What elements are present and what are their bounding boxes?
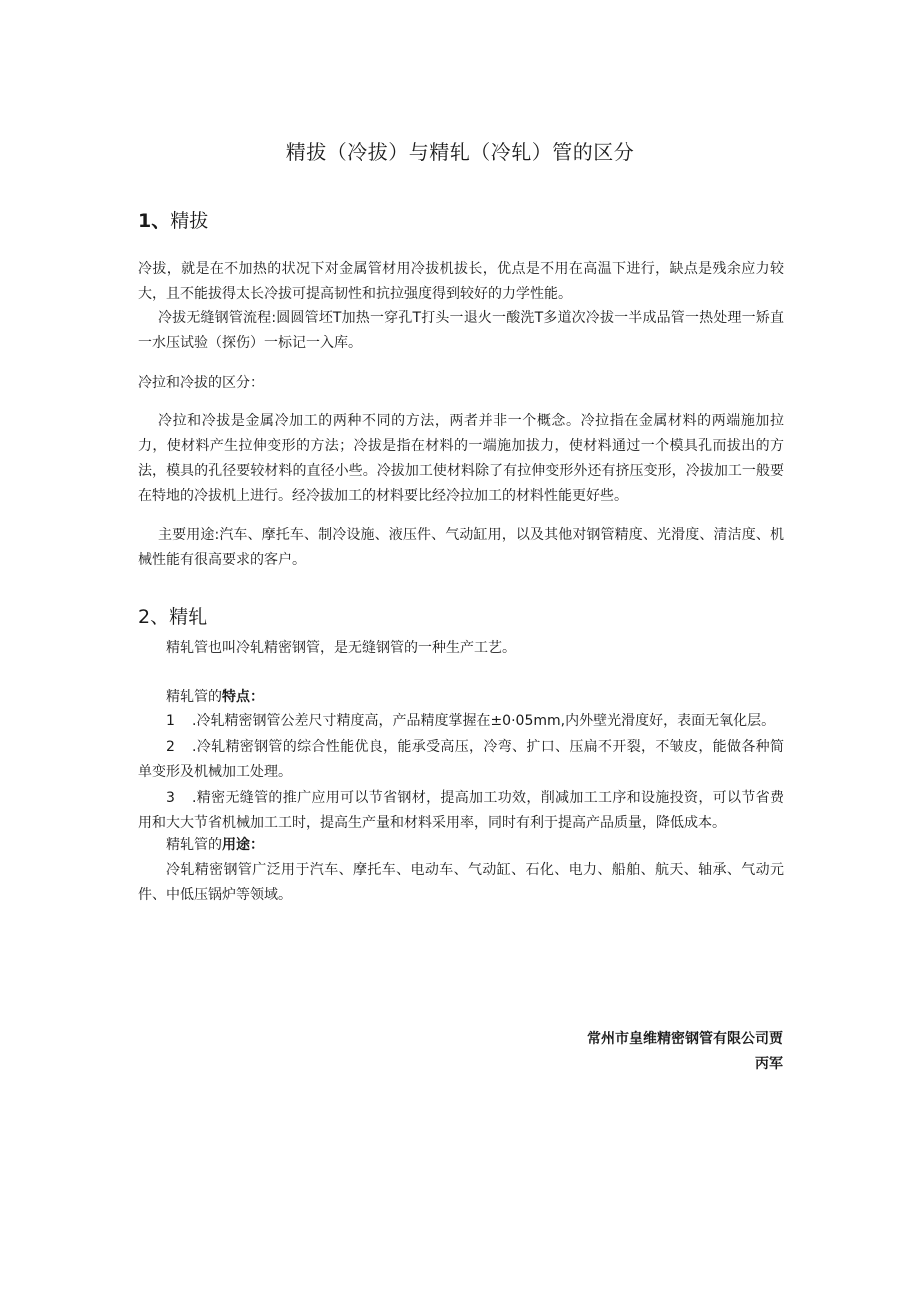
section1-title: 精拔	[170, 210, 209, 232]
diff-label: 冷拉和冷拔的区分：	[138, 375, 264, 391]
feature-text: .精密无缝管的推广应用可以节省钢材，提高加工功效，削减加工工序和设施投资，可以节省费用和大大节省机械加工工时，提高生产量和材料采用率，同时有利于提高产品质量，降低成本。	[138, 790, 784, 831]
feature-item-1	[138, 709, 784, 734]
section2-title: 精轧	[169, 606, 208, 628]
feature-item-2	[138, 735, 784, 785]
usage-text: 主要用途:汽车、摩托车、制冷设施、液压件、气动缸用，以及其他对钢管精度、光滑度、清洁度、机械性能有很高要求的客户。	[138, 527, 784, 568]
use-bold: 用途：	[222, 837, 264, 853]
feature-number: 1	[166, 713, 175, 729]
features-prefix: 精轧管的	[166, 689, 222, 705]
signature-name: 丙军	[755, 1056, 783, 1072]
feature-item-3	[138, 786, 784, 836]
use-label	[166, 833, 784, 858]
use-text: 冷轧精密钢管广泛用于汽车、摩托车、电动车、气动缸、石化、电力、船舶、航天、轴承、气动元件、中低压锅炉等领域。	[138, 862, 784, 903]
section2-number: 2、	[138, 606, 170, 628]
features-label	[166, 685, 784, 710]
diff-text: 冷拉和冷拔是金属冷加工的两种不同的方法，两者并非一个概念。冷拉指在金属材料的两端施加拉力，使材料产生拉伸变形的方法；冷拔是指在材料的一端施加拔力，使材料通过一个模具孔而拔出的方法，模具的孔径要较材料的直径小些。冷拔加工使材料除了有拉伸变形外还有挤压变形，冷拔加工一般要在特地的冷拔机上进行。经冷拔加工的材料要比经冷拉加工的材料性能更好些。	[138, 413, 784, 504]
feature-text: .冷轧精密钢管的综合性能优良，能承受高压，冷弯、扩口、压扁不开裂，不皱皮，能做各种简单变形及机械加工处理。	[138, 739, 784, 780]
section1-para1: 冷拔，就是在不加热的状况下对金属管材用冷拔机拔长，优点是不用在高温下进行，缺点是残余应力较大，且不能拔得太长冷拔可提高韧性和抗拉强度得到较好的力学性能。	[138, 261, 784, 302]
features-bold: 特点：	[222, 689, 264, 705]
section2-intro: 精轧管也叫冷轧精密钢管，是无缝钢管的一种生产工艺。	[166, 640, 516, 656]
section1-heading	[138, 206, 208, 233]
feature-text: .冷轧精密钢管公差尺寸精度高，产品精度掌握在±0·05mm,内外壁光滑度好，表面无氧化层。	[192, 713, 776, 729]
page-title: 精拔（冷拔）与精轧（冷轧）管的区分	[285, 140, 635, 164]
section2-heading	[138, 602, 207, 629]
signature-company: 常州市皇维精密钢管有限公司贾	[587, 1031, 783, 1047]
use-prefix: 精轧管的	[166, 837, 222, 853]
feature-number: 3	[166, 790, 175, 806]
section1-para2: 冷拔无缝钢管流程:圆圆管坯T加热一穿孔T打头一退火一酸洗T多道次冷拔一半成品管一热处理一矫直一水压试验（探伤）一标记一入库。	[138, 310, 784, 351]
feature-number: 2	[166, 739, 175, 755]
section1-number: 1、	[138, 210, 171, 232]
